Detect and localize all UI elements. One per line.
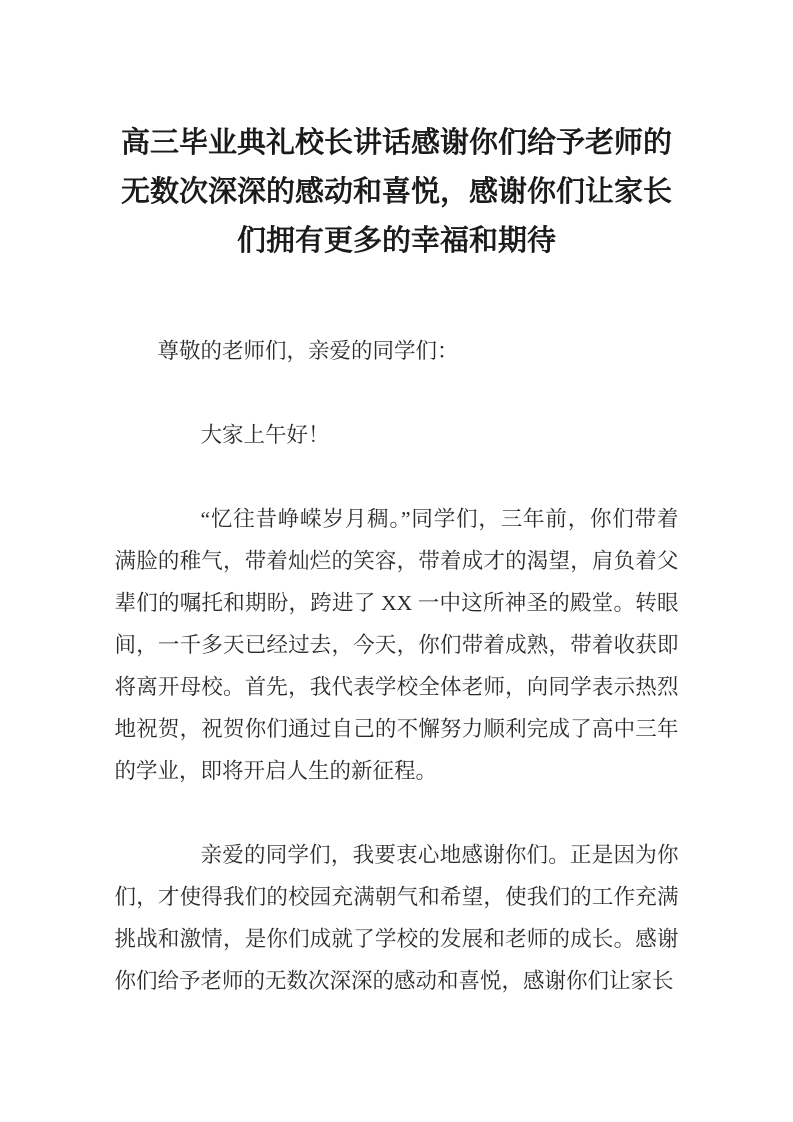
document-title: 高三毕业典礼校长讲话感谢你们给予老师的无数次深深的感动和喜悦，感谢你们让家长们拥有更多的幸福和期待 bbox=[120, 127, 672, 257]
document-content bbox=[115, 119, 679, 1002]
body-paragraph-1: “忆往昔峥嵘岁月稠。”同学们，三年前，你们带着满脸的稚气，带着灿烂的笑容，带着成才的渴望，肩负着父辈们的嘱托和期盼，跨进了 XX 一中这所神圣的殿堂。转眼间，一千多天已经过去，今天，你们带着成熟，带着收获即将离开母校。首先，我代表学校全体老师，向同学表示热烈地祝贺，祝贺你们通过自己的不懈努力顺利完成了高中三年的学业，即将开启人生的新征程。 bbox=[114, 507, 679, 783]
greeting-paragraph: 大家上午好！ bbox=[200, 423, 330, 447]
salutation-paragraph: 尊敬的老师们，亲爱的同学们： bbox=[157, 339, 459, 363]
document-body bbox=[115, 330, 679, 1002]
body-paragraph-2: 亲爱的同学们，我要衷心地感谢你们。正是因为你们，才使得我们的校园充满朝气和希望，使我们的工作充满挑战和激情，是你们成就了学校的发展和老师的成长。感谢你们给予老师的无数次深深的感动和喜悦，感谢你们让家长 bbox=[114, 843, 679, 993]
